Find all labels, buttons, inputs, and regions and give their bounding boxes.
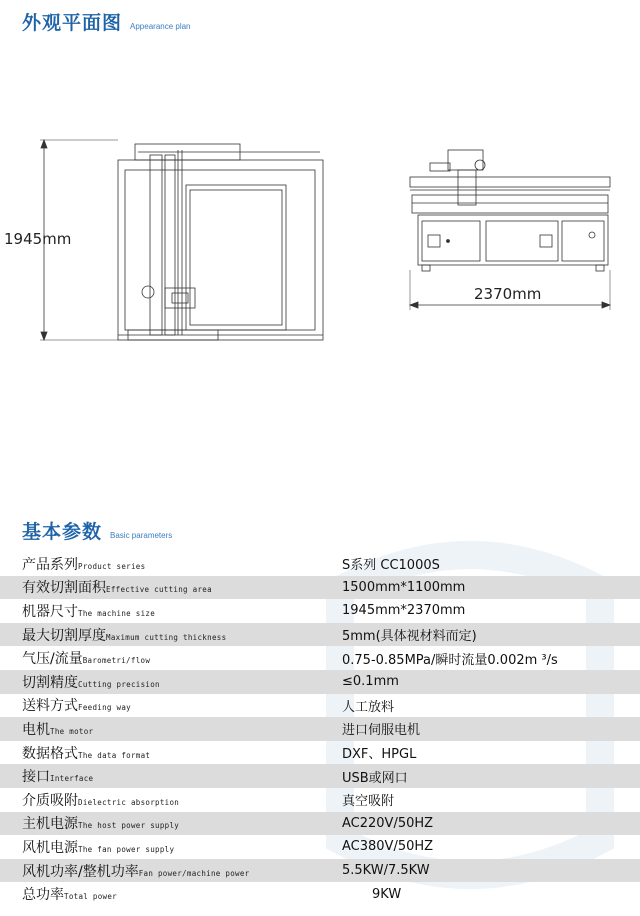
param-label-en: Effective cutting area bbox=[106, 585, 212, 595]
params-title-en: Basic parameters bbox=[110, 531, 173, 540]
param-label-cn: 送料方式 bbox=[22, 698, 78, 715]
param-label-cn: 最大切割厚度 bbox=[22, 627, 106, 644]
param-value: 真空吸附 bbox=[342, 794, 395, 810]
param-label-cn: 介质吸附 bbox=[22, 792, 78, 809]
table-row bbox=[0, 623, 640, 647]
param-label-en: Product series bbox=[78, 561, 146, 571]
appearance-title-en: Appearance plan bbox=[130, 22, 191, 31]
param-label-cn: 接口 bbox=[22, 769, 50, 786]
param-label-en: Fan power/machine power bbox=[138, 868, 250, 878]
table-row bbox=[0, 694, 640, 718]
appearance-title-cn: 外观平面图 bbox=[22, 12, 123, 34]
param-value: 人工放料 bbox=[342, 699, 395, 715]
param-label-cn: 风机电源 bbox=[22, 839, 78, 856]
params-table bbox=[0, 552, 640, 906]
param-label-en: The data format bbox=[78, 750, 151, 760]
param-label-cn: 产品系列 bbox=[22, 556, 78, 573]
param-value: 5.5KW/7.5KW bbox=[342, 863, 430, 879]
param-label-en: The motor bbox=[50, 726, 94, 736]
param-label-en: Barometri/flow bbox=[82, 656, 151, 666]
param-label bbox=[0, 576, 342, 600]
param-label bbox=[0, 552, 342, 576]
param-label bbox=[0, 882, 342, 906]
table-row bbox=[0, 552, 640, 576]
param-label-en: The host power supply bbox=[78, 821, 180, 831]
param-value: AC220V/50HZ bbox=[342, 815, 434, 831]
param-label bbox=[0, 694, 342, 718]
table-row bbox=[0, 670, 640, 694]
param-value: S系列 CC1000S bbox=[342, 558, 440, 574]
param-label bbox=[0, 741, 342, 765]
table-row bbox=[0, 882, 640, 906]
param-label bbox=[0, 764, 342, 788]
param-label bbox=[0, 812, 342, 836]
params-section-title bbox=[22, 517, 172, 544]
param-value: DXF、HPGL bbox=[342, 747, 417, 763]
width-dimension-label: 2370mm bbox=[474, 285, 542, 303]
param-label-cn: 气压/流量 bbox=[22, 651, 83, 668]
table-row bbox=[0, 741, 640, 765]
param-label bbox=[0, 717, 342, 741]
param-value: 9KW bbox=[372, 886, 402, 902]
param-value: USB或网口 bbox=[342, 770, 408, 786]
table-row bbox=[0, 646, 640, 670]
param-label-cn: 数据格式 bbox=[22, 745, 78, 762]
param-label-en: Feeding way bbox=[78, 703, 131, 713]
param-label-en: Dielectric absorption bbox=[78, 797, 180, 807]
param-value: 5mm(具体视材料而定) bbox=[342, 629, 477, 645]
params-title-cn: 基本参数 bbox=[22, 521, 103, 543]
table-row bbox=[0, 859, 640, 883]
table-row bbox=[0, 835, 640, 859]
table-row bbox=[0, 764, 640, 788]
param-label bbox=[0, 859, 342, 883]
table-row bbox=[0, 812, 640, 836]
param-label-en: Maximum cutting thickness bbox=[106, 632, 227, 642]
param-label-en: Cutting precision bbox=[78, 679, 160, 689]
param-label bbox=[0, 599, 342, 623]
param-label bbox=[0, 623, 342, 647]
param-label-en: Interface bbox=[50, 774, 94, 784]
param-label-cn: 总功率 bbox=[22, 887, 64, 904]
height-dimension-label: 1945mm bbox=[4, 230, 72, 248]
param-label-cn: 主机电源 bbox=[22, 816, 78, 833]
appearance-section-title bbox=[22, 8, 191, 35]
param-label-cn: 风机功率/整机功率 bbox=[22, 863, 139, 880]
param-label bbox=[0, 835, 342, 859]
param-label-cn: 有效切割面积 bbox=[22, 580, 106, 597]
param-label-cn: 机器尺寸 bbox=[22, 603, 78, 620]
param-label-en: The machine size bbox=[78, 608, 156, 618]
param-value: ≤0.1mm bbox=[342, 674, 399, 690]
param-value: 0.75-0.85MPa/瞬时流量0.002m ³/s bbox=[342, 652, 558, 668]
table-row bbox=[0, 717, 640, 741]
param-label-cn: 电机 bbox=[22, 721, 50, 738]
param-value: 1500mm*1100mm bbox=[342, 579, 466, 595]
param-label bbox=[0, 646, 342, 670]
table-row bbox=[0, 788, 640, 812]
param-label-en: The fan power supply bbox=[78, 844, 175, 854]
param-label bbox=[0, 670, 342, 694]
param-label bbox=[0, 788, 342, 812]
param-label-cn: 切割精度 bbox=[22, 674, 78, 691]
param-value: AC380V/50HZ bbox=[342, 839, 434, 855]
param-value: 进口伺服电机 bbox=[342, 723, 421, 739]
param-value: 1945mm*2370mm bbox=[342, 603, 466, 619]
table-row bbox=[0, 599, 640, 623]
param-label-en: Total power bbox=[64, 892, 117, 902]
table-row bbox=[0, 576, 640, 600]
